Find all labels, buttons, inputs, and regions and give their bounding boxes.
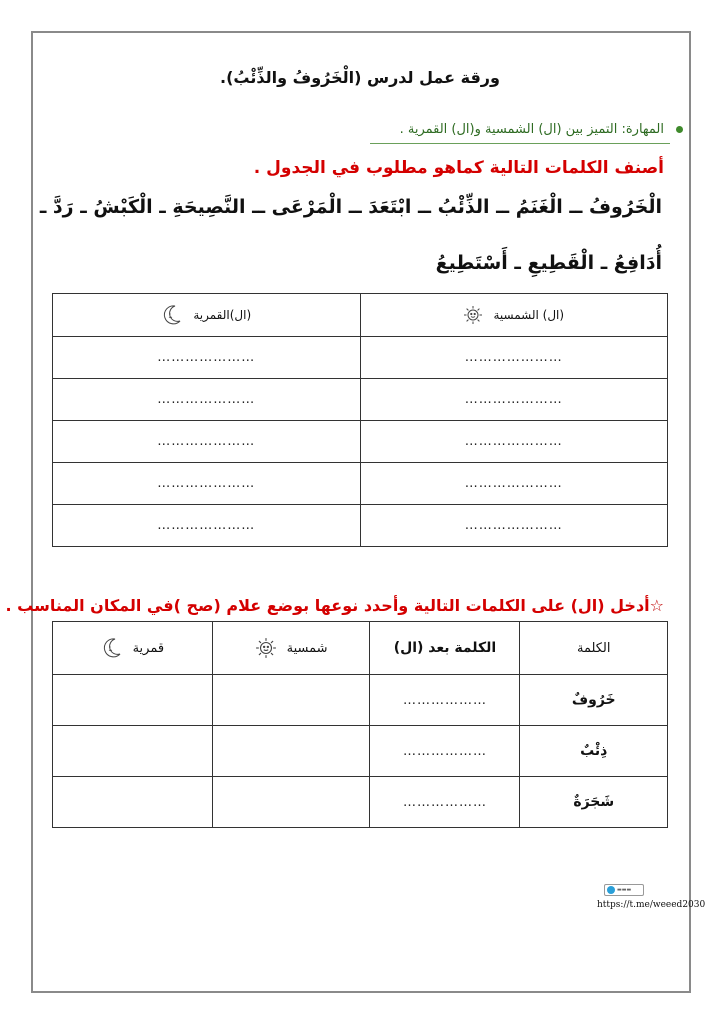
shamsia-check-cell[interactable] xyxy=(212,777,370,828)
answer-cell-shamsia[interactable]: ………………… xyxy=(360,379,668,421)
table-row xyxy=(53,726,668,777)
table-row xyxy=(53,421,668,463)
answer-cell-shamsia[interactable]: ………………… xyxy=(360,505,668,547)
qamaria-check-cell[interactable] xyxy=(53,675,213,726)
header-shamsia-label: (ال) الشمسية xyxy=(493,308,565,322)
answer-cell-qamaria[interactable]: ………………… xyxy=(53,337,361,379)
table-row xyxy=(53,505,668,547)
telegram-icon xyxy=(607,886,615,894)
header-word-after-al: الكلمة بعد (ال) xyxy=(370,622,520,675)
header-qamaria xyxy=(53,622,213,675)
sun-icon xyxy=(255,637,277,659)
header-shamsia-label: شمسية xyxy=(286,640,328,656)
moon-icon xyxy=(101,637,123,659)
answer-cell-qamaria[interactable]: ………………… xyxy=(53,505,361,547)
header-shamsia xyxy=(212,622,370,675)
star-icon: ☆ xyxy=(649,596,664,615)
header-qamaria-label: قمرية xyxy=(132,640,165,656)
moon-icon xyxy=(161,304,183,326)
telegram-link[interactable]: https://t.me/weeed2030 xyxy=(597,900,706,910)
after-al-cell[interactable]: ……………… xyxy=(370,675,520,726)
answer-cell-shamsia[interactable]: ………………… xyxy=(360,421,668,463)
sun-icon xyxy=(463,305,483,325)
header-word: الكلمة xyxy=(520,622,668,675)
qamaria-check-cell[interactable] xyxy=(53,726,213,777)
header-qamaria-label: (ال)القمرية xyxy=(193,308,252,322)
word-list-1: الْخَرُوفُ ــ الْغَنَمُ ــ الذِّئْبُ ــ ابْتَعَدَ ــ الْمَرْعَى ــ النَّصِيحَةِ ـ الْكَبْشُ ـ رَدَّ ـ xyxy=(39,196,662,218)
table-row xyxy=(53,675,668,726)
answer-cell-qamaria[interactable]: ………………… xyxy=(53,463,361,505)
logo-mark: ▬▬▬ xyxy=(617,887,632,893)
after-al-cell[interactable]: ……………… xyxy=(370,726,520,777)
add-al-table xyxy=(52,621,668,828)
classification-table xyxy=(52,293,668,547)
word-cell: ذِئْبٌ xyxy=(520,726,668,777)
shamsia-check-cell[interactable] xyxy=(212,675,370,726)
bullet-dot xyxy=(676,126,683,133)
answer-cell-qamaria[interactable]: ………………… xyxy=(53,421,361,463)
table-row xyxy=(53,379,668,421)
table-row xyxy=(53,337,668,379)
header-shamsia xyxy=(360,294,668,337)
word-list-2: أُدَافِعُ ـ الْقَطِيعِ ـ أَسْتَطِيعُ xyxy=(435,252,662,274)
instruction-classify: أصنف الكلمات التالية كماهو مطلوب في الجدول . xyxy=(253,158,664,178)
table-row xyxy=(53,463,668,505)
skill-underline xyxy=(370,143,670,144)
word-cell: خَرُوفٌ xyxy=(520,675,668,726)
answer-cell-shamsia[interactable]: ………………… xyxy=(360,337,668,379)
instruction-add-al-text: أدخل (ال) على الكلمات التالية وأحدد نوعها بوضع علام (صح )في المكان المناسب . xyxy=(5,596,650,615)
answer-cell-qamaria[interactable]: ………………… xyxy=(53,379,361,421)
after-al-cell[interactable]: ……………… xyxy=(370,777,520,828)
table-row xyxy=(53,777,668,828)
skill-text: المهارة: التميز بين (ال) الشمسية و(ال) القمرية . xyxy=(399,122,664,137)
header-qamaria xyxy=(53,294,361,337)
word-cell: شَجَرَةٌ xyxy=(520,777,668,828)
shamsia-check-cell[interactable] xyxy=(212,726,370,777)
qamaria-check-cell[interactable] xyxy=(53,777,213,828)
answer-cell-shamsia[interactable]: ………………… xyxy=(360,463,668,505)
page-title: ورقة عمل لدرس (الْخَرُوفُ والذِّئْبُ). xyxy=(220,68,500,87)
instruction-add-al xyxy=(6,596,664,615)
channel-logo xyxy=(604,884,644,896)
